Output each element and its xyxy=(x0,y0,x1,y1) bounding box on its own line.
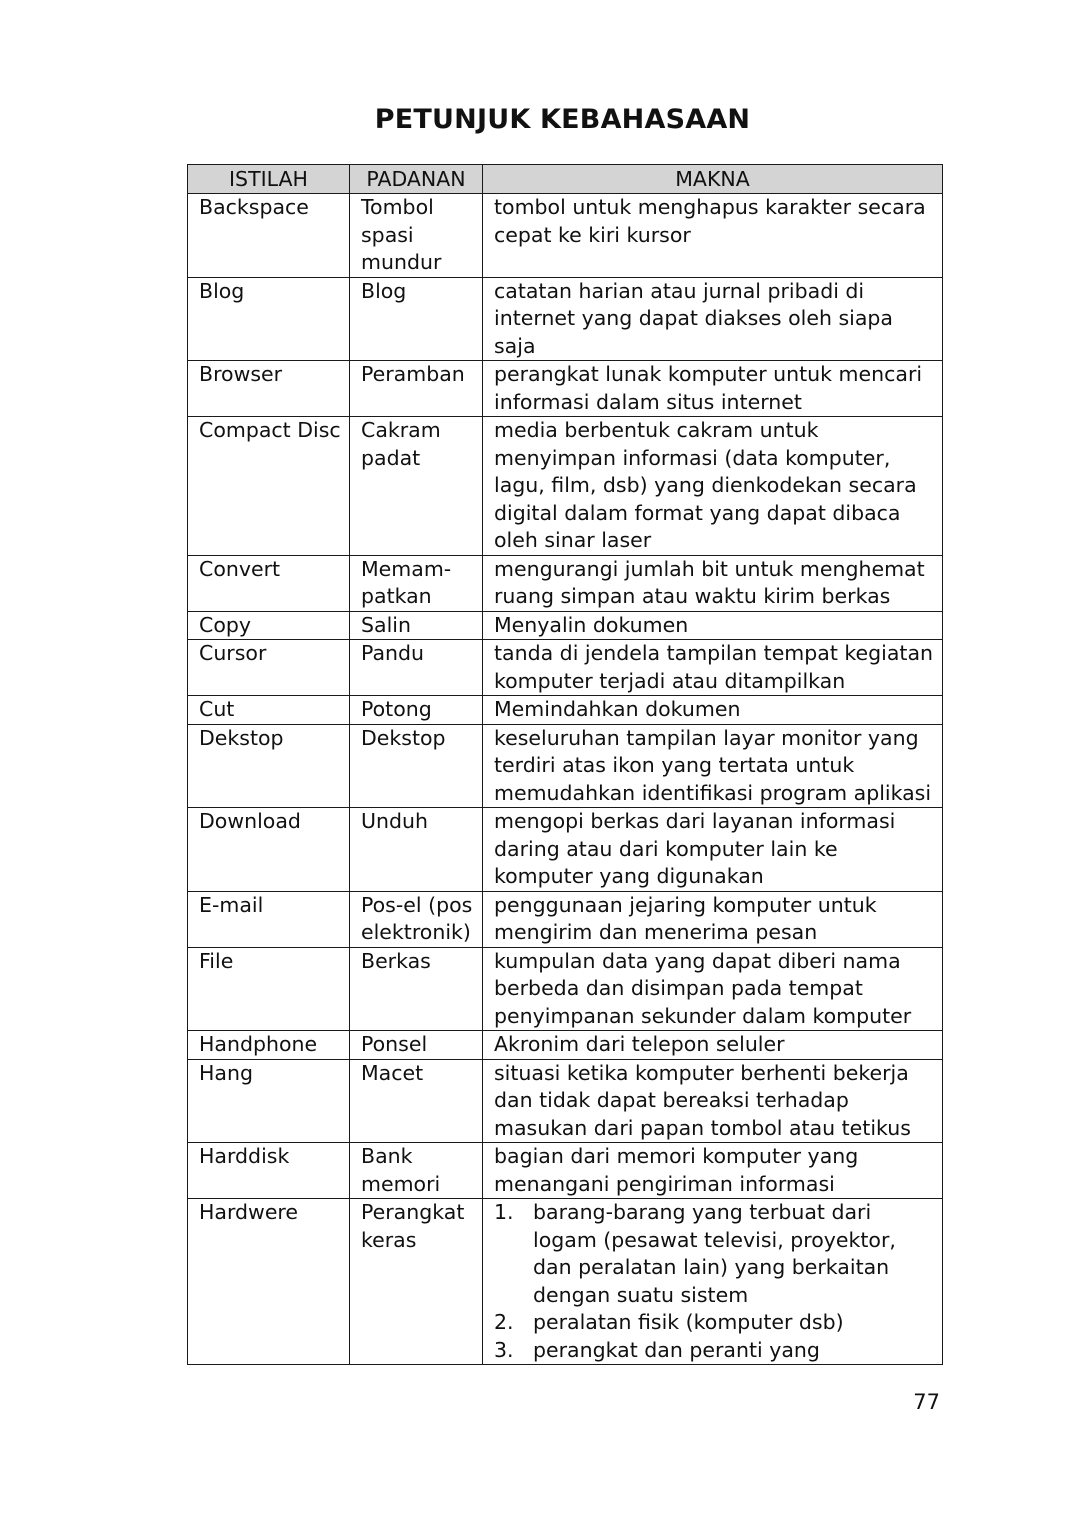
cell-istilah: Harddisk xyxy=(188,1143,350,1199)
list-item xyxy=(494,1199,938,1309)
table-row xyxy=(188,947,943,1031)
table-row xyxy=(188,555,943,611)
cell-makna: mengurangi jumlah bit untuk menghemat ruang simpan atau waktu kirim berkas xyxy=(483,555,943,611)
table-row xyxy=(188,417,943,556)
cell-istilah: Cursor xyxy=(188,640,350,696)
cell-istilah: Download xyxy=(188,808,350,892)
cell-makna: situasi ketika komputer berhenti bekerja dan tidak dapat bereaksi terhadap masukan dari papan tombol atau tetikus xyxy=(483,1059,943,1143)
cell-makna: Memindahkan dokumen xyxy=(483,696,943,725)
cell-istilah: Browser xyxy=(188,361,350,417)
table-row xyxy=(188,808,943,892)
cell-padanan: Ponsel xyxy=(350,1031,483,1060)
list-item-number: 1. xyxy=(494,1200,514,1224)
list-item xyxy=(494,1309,938,1337)
page-number: 77 xyxy=(913,1390,940,1414)
table-row xyxy=(188,1143,943,1199)
cell-makna: tanda di jendela tampilan tempat kegiatan komputer terjadi atau ditampilkan xyxy=(483,640,943,696)
cell-makna xyxy=(483,1199,943,1365)
header-makna: MAKNA xyxy=(483,165,943,194)
table-row xyxy=(188,696,943,725)
cell-istilah: E-mail xyxy=(188,891,350,947)
cell-makna: mengopi berkas dari layanan informasi daring atau dari komputer lain ke komputer yang digunakan xyxy=(483,808,943,892)
cell-istilah: Compact Disc xyxy=(188,417,350,556)
cell-makna: kumpulan data yang dapat diberi nama berbeda dan disimpan pada tempat penyimpanan sekunder dalam komputer xyxy=(483,947,943,1031)
cell-istilah: Convert xyxy=(188,555,350,611)
cell-makna: keseluruhan tampilan layar monitor yang terdiri atas ikon yang tertata untuk memudahkan identifikasi program aplikasi xyxy=(483,724,943,808)
cell-padanan: Cakram padat xyxy=(350,417,483,556)
cell-padanan: Perangkat keras xyxy=(350,1199,483,1365)
cell-istilah: Blog xyxy=(188,277,350,361)
page-title: PETUNJUK KEBAHASAAN xyxy=(374,104,751,135)
list-item-text: barang-barang yang terbuat dari logam (pesawat televisi, proyektor, dan peralatan lain) yang berkaitan dengan suatu sistem xyxy=(533,1200,896,1307)
cell-istilah: Hardwere xyxy=(188,1199,350,1365)
table-row xyxy=(188,611,943,640)
table-header-row xyxy=(188,165,943,194)
cell-padanan: Macet xyxy=(350,1059,483,1143)
cell-istilah: Copy xyxy=(188,611,350,640)
cell-padanan: Tombol spasi mundur xyxy=(350,194,483,278)
cell-padanan: Unduh xyxy=(350,808,483,892)
table-row xyxy=(188,1199,943,1365)
cell-padanan: Berkas xyxy=(350,947,483,1031)
cell-makna: media berbentuk cakram untuk menyimpan informasi (data komputer, lagu, film, dsb) yang dienkodekan secara digital dalam format yang dapat dibaca oleh sinar laser xyxy=(483,417,943,556)
cell-padanan: Dekstop xyxy=(350,724,483,808)
cell-padanan: Salin xyxy=(350,611,483,640)
cell-padanan: Potong xyxy=(350,696,483,725)
table-row xyxy=(188,891,943,947)
cell-makna: perangkat lunak komputer untuk mencari informasi dalam situs internet xyxy=(483,361,943,417)
table-row xyxy=(188,361,943,417)
header-istilah: ISTILAH xyxy=(188,165,350,194)
cell-istilah: File xyxy=(188,947,350,1031)
cell-padanan: Pos-el (pos elektronik) xyxy=(350,891,483,947)
table-row xyxy=(188,640,943,696)
cell-makna: penggunaan jejaring komputer untuk mengirim dan menerima pesan xyxy=(483,891,943,947)
meaning-list xyxy=(494,1199,938,1364)
list-item xyxy=(494,1337,938,1365)
list-item-number: 3. xyxy=(494,1337,514,1362)
header-padanan: PADANAN xyxy=(350,165,483,194)
list-item-number: 2. xyxy=(494,1310,514,1334)
table-row xyxy=(188,194,943,278)
cell-makna: bagian dari memori komputer yang menangani pengiriman informasi xyxy=(483,1143,943,1199)
cell-padanan: Peramban xyxy=(350,361,483,417)
list-item-text: peralatan fisik (komputer dsb) xyxy=(533,1310,844,1334)
table-row xyxy=(188,724,943,808)
cell-istilah: Backspace xyxy=(188,194,350,278)
cell-makna: Akronim dari telepon seluler xyxy=(483,1031,943,1060)
cell-istilah: Dekstop xyxy=(188,724,350,808)
table-row xyxy=(188,1059,943,1143)
cell-makna: tombol untuk menghapus karakter secara cepat ke kiri kursor xyxy=(483,194,943,278)
cell-istilah: Handphone xyxy=(188,1031,350,1060)
table-row xyxy=(188,1031,943,1060)
table-body xyxy=(188,194,943,1365)
cell-makna: Menyalin dokumen xyxy=(483,611,943,640)
cell-padanan: Pandu xyxy=(350,640,483,696)
cell-padanan: Blog xyxy=(350,277,483,361)
list-item-text: perangkat dan peranti yang xyxy=(533,1337,820,1362)
cell-istilah: Hang xyxy=(188,1059,350,1143)
glossary-table xyxy=(187,164,943,1365)
cell-padanan: Bank memori xyxy=(350,1143,483,1199)
table-row xyxy=(188,277,943,361)
cell-makna: catatan harian atau jurnal pribadi di internet yang dapat diakses oleh siapa saja xyxy=(483,277,943,361)
cell-padanan: Memam-patkan xyxy=(350,555,483,611)
cell-istilah: Cut xyxy=(188,696,350,725)
